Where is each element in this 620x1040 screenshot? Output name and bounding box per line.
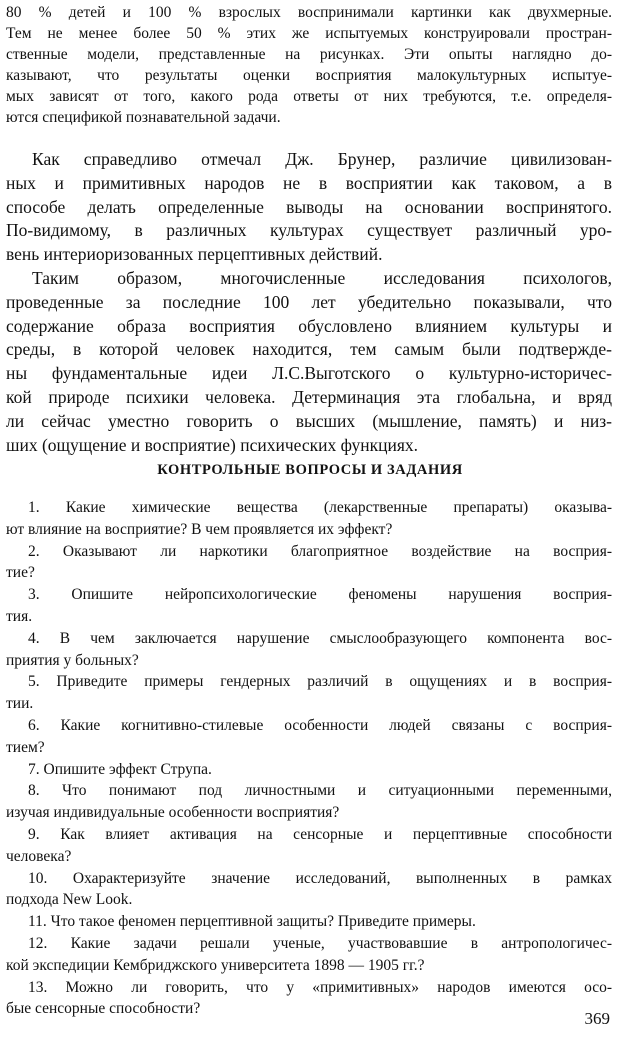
question-line: кой экспедиции Кембриджского университета 1898 — 1905 гг.? [6, 956, 425, 974]
text-line: мых зависят от того, какого рода ответы от них требуются, т.е. определя- [6, 88, 612, 105]
question-item [6, 780, 612, 824]
questions-list [6, 497, 612, 1020]
text-line: способе делать определенные выводы на основании воспринятого. [6, 196, 612, 217]
question-line: 13. Можно ли говорить, что у «примитивных» народов имеются осо- [28, 978, 612, 996]
question-item [6, 759, 612, 781]
question-line: тии. [6, 695, 34, 713]
paragraph-conclusion [6, 267, 612, 457]
text-line: ственные модели, представленные на рисунках. Эти опыты наглядно до- [6, 46, 612, 63]
question-line: подхода New Look. [6, 891, 133, 909]
main-text [6, 148, 612, 457]
question-item [6, 715, 612, 759]
text-line: ли сейчас уместно говорить о высших (мышление, память) и низ- [6, 410, 612, 431]
text-line: ных и примитивных народов не в восприятии как таковом, а в [6, 172, 612, 193]
text-line: Как справедливо отмечал Дж. Брунер, различие цивилизован- [32, 149, 612, 169]
text-line: Тем не менее более 50 % этих же испытуемых конструировали простран- [6, 25, 612, 42]
text-line: ших (ощущение и восприятие) психических функциях. [6, 434, 419, 455]
question-item [6, 868, 612, 912]
question-item [6, 671, 612, 715]
text-line: По-видимому, в различных культурах существует различный уро- [6, 220, 612, 241]
question-line: тием? [6, 738, 45, 756]
top-paragraph [6, 2, 612, 128]
text-line: казывают, что результаты оценки восприятия малокультурных испытуе- [6, 67, 612, 84]
text-line: Таким образом, многочисленные исследования психологов, [32, 267, 612, 288]
question-line: приятия у больных? [6, 651, 139, 669]
question-line: 8. Что понимают под личностными и ситуационными переменными, [28, 782, 612, 800]
question-line: 4. В чем заключается нарушение смыслообразующего компонента вос- [28, 629, 612, 647]
question-item [6, 911, 612, 933]
question-item [6, 977, 612, 1021]
question-line: 1. Какие химические вещества (лекарственные препараты) оказыва- [28, 499, 612, 516]
text-line: проведенные за последние 100 лет убедительно показывали, что [6, 291, 612, 312]
question-line: 6. Какие когнитивно-стилевые особенности людей связаны с восприя- [28, 716, 612, 734]
section-heading: КОНТРОЛЬНЫЕ ВОПРОСЫ И ЗАДАНИЯ [157, 462, 463, 478]
question-line: 9. Как влияет активация на сенсорные и перцептивные способности [28, 825, 612, 843]
question-item [6, 584, 612, 628]
question-line: 5. Приведите примеры гендерных различий в ощущениях и в восприя- [28, 673, 612, 691]
question-line: 2. Оказывают ли наркотики благоприятное воздействие на восприя- [28, 542, 612, 560]
question-line: человека? [6, 847, 72, 865]
question-line: 11. Что такое феномен перцептивной защиты? Приведите примеры. [28, 913, 476, 931]
question-line: ют влияние на восприятие? В чем проявляется их эффект? [6, 520, 393, 538]
text-line: 80 % детей и 100 % взрослых воспринимали картинки как двухмерные. [6, 4, 612, 21]
question-item [6, 933, 612, 977]
paragraph-bruner [6, 148, 612, 267]
question-item [6, 628, 612, 672]
question-item [6, 824, 612, 868]
text-line: ны фундаментальные идеи Л.С.Выготского о культурно-историчес- [6, 363, 612, 384]
question-line: 10. Охарактеризуйте значение исследований, выполненных в рамках [28, 869, 612, 887]
question-line: изучая индивидуальные особенности восприятия? [6, 804, 340, 822]
text-line: содержание образа восприятия обусловлено влиянием культуры и [6, 315, 612, 336]
question-item [6, 497, 612, 541]
question-line: тие? [6, 564, 35, 582]
question-line: бые сенсорные способности? [6, 1000, 201, 1018]
question-item [6, 541, 612, 585]
question-line: 3. Опишите нейропсихологические феномены нарушения восприя- [28, 586, 612, 604]
question-line: 12. Какие задачи решали ученые, участвовавшие в антропологичес- [28, 934, 612, 952]
text-line: среды, в которой человек находится, тем самым были подтвержде- [6, 339, 612, 360]
question-line: тия. [6, 607, 33, 625]
text-line: вень интериоризованных перцептивных действий. [6, 244, 383, 265]
page-number: 369 [584, 1009, 610, 1028]
question-line: 7. Опишите эффект Струпа. [28, 760, 212, 778]
text-line: ются спецификой познавательной задачи. [6, 109, 281, 126]
text-line: кой природе психики человека. Детерминация эта глобальна, и вряд [6, 386, 612, 407]
